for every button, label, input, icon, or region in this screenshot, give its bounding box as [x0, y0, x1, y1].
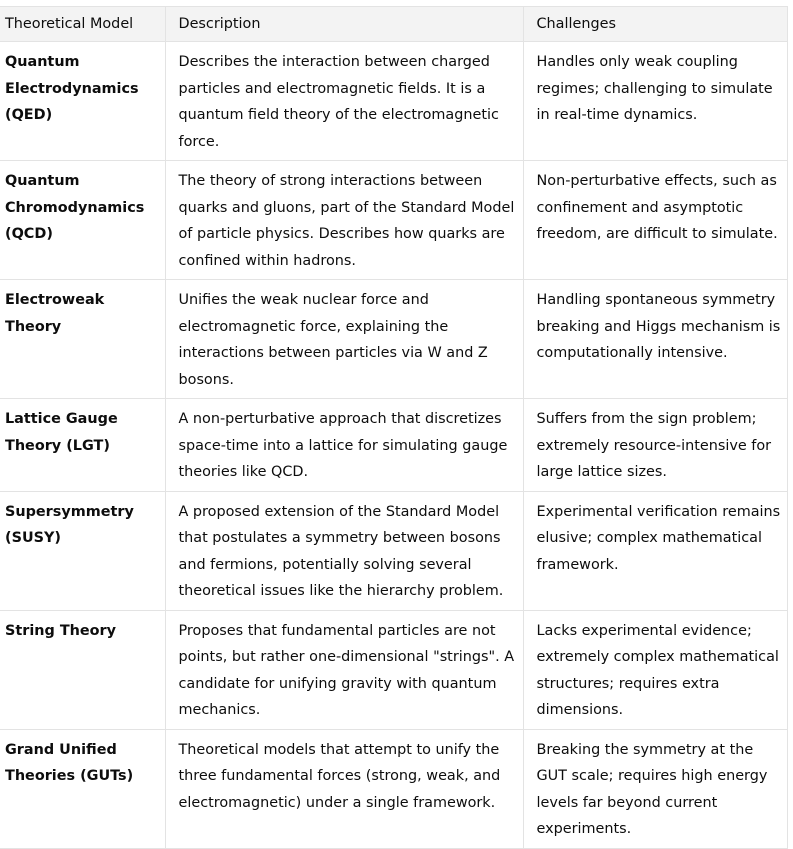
- header-row: [0, 7, 787, 42]
- cell-description: A non-perturbative approach that discretizes space-time into a lattice for simulating gauge theories like QCD.: [165, 399, 523, 492]
- table-row: [0, 280, 787, 399]
- table-row: [0, 729, 787, 848]
- table-row: [0, 491, 787, 610]
- header-description: Description: [165, 7, 523, 42]
- cell-challenges: Breaking the symmetry at the GUT scale; requires high energy levels far beyond current experiments.: [523, 729, 787, 848]
- cell-challenges: Suffers from the sign problem; extremely resource-intensive for large lattice sizes.: [523, 399, 787, 492]
- cell-description: A proposed extension of the Standard Model that postulates a symmetry between bosons and fermions, potentially solving several theoretical issues like the hierarchy problem.: [165, 491, 523, 610]
- cell-description: The theory of strong interactions between quarks and gluons, part of the Standard Model of particle physics. Describes how quarks are confined within hadrons.: [165, 161, 523, 280]
- cell-model: Electroweak Theory: [0, 280, 165, 399]
- table-header: [0, 7, 787, 42]
- header-model: Theoretical Model: [0, 7, 165, 42]
- cell-model: Grand Unified Theories (GUTs): [0, 729, 165, 848]
- cell-description: Describes the interaction between charged particles and electromagnetic fields. It is a quantum field theory of the electromagnetic force.: [165, 42, 523, 161]
- table-row: [0, 42, 787, 161]
- cell-description: Theoretical models that attempt to unify the three fundamental forces (strong, weak, and electromagnetic) under a single framework.: [165, 729, 523, 848]
- cell-challenges: Experimental verification remains elusive; complex mathematical framework.: [523, 491, 787, 610]
- header-challenges: Challenges: [523, 7, 787, 42]
- cell-model: Supersymmetry (SUSY): [0, 491, 165, 610]
- table-row: [0, 399, 787, 492]
- cell-model: String Theory: [0, 610, 165, 729]
- models-table: [0, 6, 788, 849]
- table-row: [0, 610, 787, 729]
- cell-model: Lattice Gauge Theory (LGT): [0, 399, 165, 492]
- table-row: [0, 161, 787, 280]
- cell-description: Proposes that fundamental particles are not points, but rather one-dimensional "strings". A candidate for unifying gravity with quantum mechanics.: [165, 610, 523, 729]
- cell-model: Quantum Chromodynamics (QCD): [0, 161, 165, 280]
- cell-challenges: Handles only weak coupling regimes; challenging to simulate in real-time dynamics.: [523, 42, 787, 161]
- cell-challenges: Handling spontaneous symmetry breaking and Higgs mechanism is computationally intensive.: [523, 280, 787, 399]
- cell-model: Quantum Electrodynamics (QED): [0, 42, 165, 161]
- cell-challenges: Lacks experimental evidence; extremely complex mathematical structures; requires extra dimensions.: [523, 610, 787, 729]
- cell-challenges: Non-perturbative effects, such as confinement and asymptotic freedom, are difficult to simulate.: [523, 161, 787, 280]
- cell-description: Unifies the weak nuclear force and electromagnetic force, explaining the interactions between particles via W and Z bosons.: [165, 280, 523, 399]
- table-body: [0, 42, 787, 849]
